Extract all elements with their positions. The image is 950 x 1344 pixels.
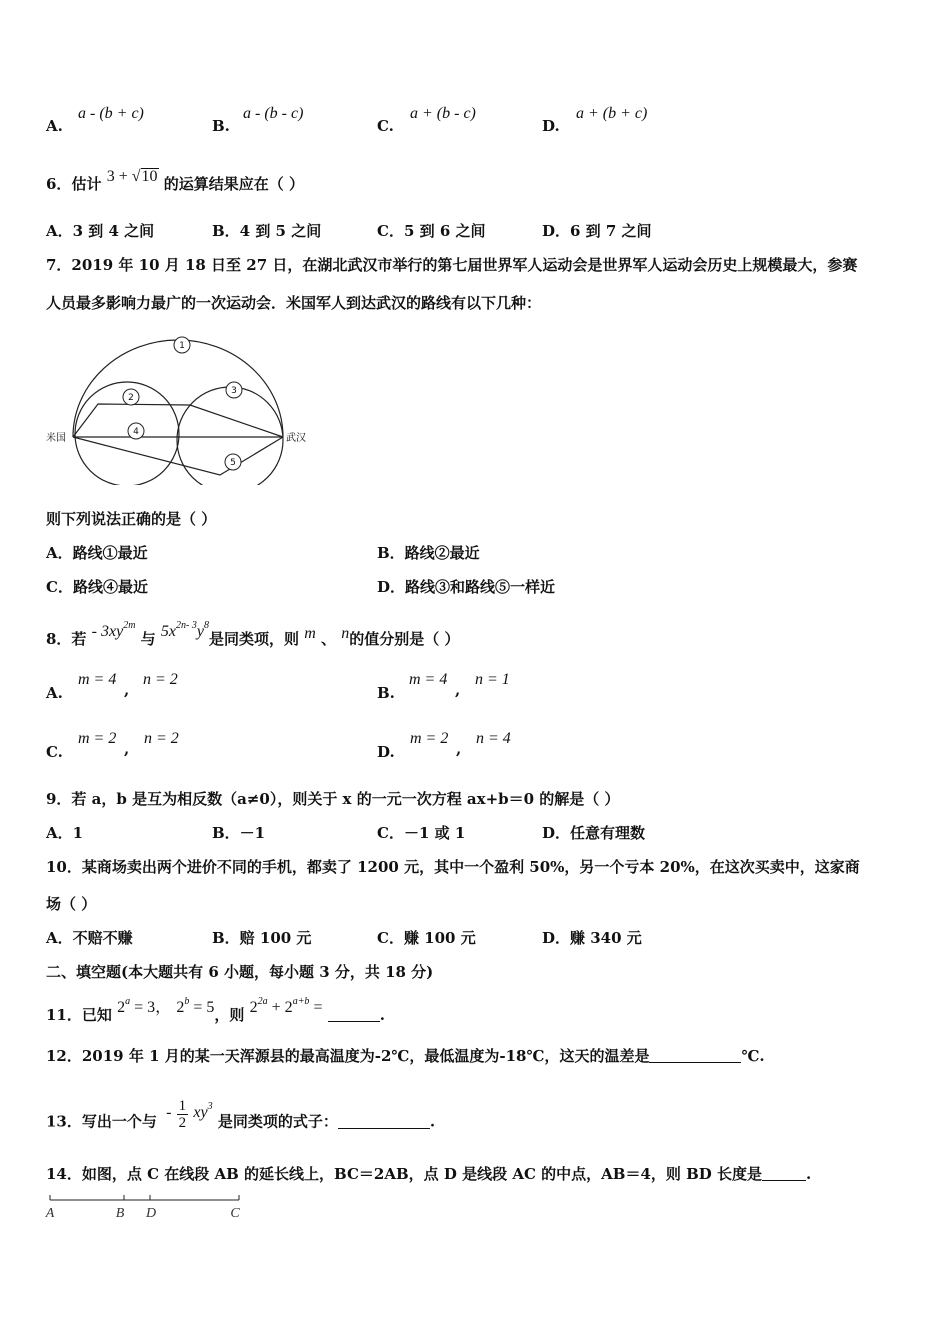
q6-expr-a: 3 + <box>106 168 128 185</box>
q11-e1-val: = 3， <box>130 999 172 1016</box>
q11-mid: ，则 <box>214 1006 245 1024</box>
q13-pre: 13．写出一个与 <box>46 1112 157 1131</box>
route-3-label: 3 <box>231 386 237 396</box>
q13-minus: - <box>166 1103 172 1121</box>
q10-option-d: D．赚 340 元 <box>542 929 642 947</box>
question-14 <box>46 1164 811 1184</box>
q10-option-c: C．赚 100 元 <box>377 929 476 947</box>
q13-term <box>193 1100 213 1121</box>
q11-e2-val: = 5 <box>189 999 215 1016</box>
question-12 <box>46 1046 765 1066</box>
route-1-label: 1 <box>179 341 185 351</box>
q8-option-c-letter: C. <box>46 743 63 761</box>
q5-option-c-expr: a + (b - c) <box>410 105 476 122</box>
q8-option-d-n: n = 4 <box>476 730 511 747</box>
q8-option-b-comma: , <box>455 681 461 699</box>
q11-expr1 <box>117 996 172 1016</box>
q10-option-a: A．不赔不赚 <box>46 929 133 947</box>
q8-number: 8．若 <box>46 630 87 648</box>
q11-expr2 <box>176 996 215 1016</box>
q9-text: 9．若 a，b 是互为相反数（a≠0），则关于 x 的一元一次方程 ax+b＝0 的解是（ ） <box>46 790 620 808</box>
q11-pre: 11．已知 <box>46 1006 112 1024</box>
q10-line1: 10．某商场卖出两个进价不同的手机，都卖了 1200 元，其中一个盈利 50%，另一个亏本 20%，在这次买卖中，这家商 <box>46 858 860 876</box>
q8-conj: 与 <box>140 630 156 648</box>
q6-expr: 3 + √10 <box>106 168 158 185</box>
q12-answer-blank[interactable] <box>649 1048 741 1063</box>
q5-option-a-expr: a - (b + c) <box>78 105 144 122</box>
q8-term2 <box>160 620 209 640</box>
q6-option-a: A．3 到 4 之间 <box>46 222 155 240</box>
q13-post: 是同类项的式子： <box>217 1112 338 1131</box>
q5-option-d-expr: a + (b + c) <box>576 105 648 122</box>
q6-number: 6． <box>46 175 72 193</box>
q8-term1-exp: 2m <box>123 620 136 631</box>
q12-unit: ℃. <box>741 1047 765 1065</box>
q11-e3-base: 2 <box>249 999 258 1016</box>
q8-option-a-comma: , <box>124 681 130 699</box>
q10-line2: 场（ ） <box>46 895 97 913</box>
question-6 <box>46 168 304 195</box>
q7-line2: 人员最多影响力最广的一次运动会．米国军人到达武汉的路线有以下几种： <box>46 294 542 312</box>
q5-option-d-letter: D. <box>542 117 560 135</box>
q8-term2-b: y <box>196 623 204 640</box>
q14-answer-blank[interactable] <box>762 1166 806 1181</box>
q11-e3-exp: 2a <box>257 996 268 1007</box>
q13-fraction <box>177 1098 189 1131</box>
q7-prompt: 则下列说法正确的是（ ） <box>46 510 217 528</box>
q8-option-c-n: n = 2 <box>144 730 179 747</box>
q8-var-n: n <box>341 625 350 642</box>
q6-option-c: C．5 到 6 之间 <box>377 222 486 240</box>
q11-e2-exp: b <box>184 996 190 1007</box>
q8-option-a-n: n = 2 <box>143 671 178 688</box>
start-label: 米国 <box>46 433 66 444</box>
q6-option-b: B．4 到 5 之间 <box>212 222 322 240</box>
q8-term2-exp1: 2n- 3 <box>176 620 197 631</box>
segment-diagram <box>40 1190 250 1222</box>
q8-option-a-letter: A. <box>46 684 63 702</box>
point-a-label: A <box>45 1206 55 1221</box>
q7-option-a: A．路线①最近 <box>46 544 148 562</box>
route-5-label: 5 <box>230 458 236 468</box>
q8-mid: 是同类项，则 <box>208 630 299 648</box>
q6-radicand: 10 <box>141 168 158 185</box>
q9-option-b: B．－1 <box>212 824 266 842</box>
q11-e1-exp: a <box>125 996 131 1007</box>
q14-end: . <box>806 1165 812 1183</box>
route-diagram <box>40 330 320 485</box>
q13-end: . <box>429 1112 436 1131</box>
section-2-title: 二、填空题(本大题共有 6 小题，每小题 3 分，共 18 分) <box>46 963 434 981</box>
q8-option-d-letter: D. <box>377 743 395 761</box>
question-8 <box>46 620 460 650</box>
q5-option-b-letter: B. <box>212 117 230 135</box>
q8-option-b-letter: B. <box>377 684 395 702</box>
q9-option-c: C．－1 或 1 <box>377 824 466 842</box>
q11-e1-base: 2 <box>117 999 126 1016</box>
q9-option-d: D．任意有理数 <box>542 824 646 842</box>
q8-var-m: m <box>304 625 316 642</box>
q5-option-b-expr: a - (b - c) <box>243 105 304 122</box>
q7-option-d: D．路线③和路线⑤一样近 <box>377 578 556 596</box>
q8-option-b-m: m = 4 <box>409 671 448 688</box>
point-c-label: C <box>230 1206 240 1221</box>
q8-sep: 、 <box>321 630 337 648</box>
route-2-label: 2 <box>128 393 134 403</box>
q8-option-d-m: m = 2 <box>410 730 449 747</box>
q11-expr3 <box>249 996 323 1016</box>
q8-post: 的值分别是（ ） <box>349 630 460 648</box>
q8-option-a-m: m = 4 <box>78 671 117 688</box>
q5-option-c-letter: C. <box>377 117 394 135</box>
q8-term2-a: 5x <box>160 623 177 640</box>
q8-term2-exp2: 8 <box>203 620 209 631</box>
q11-e2-base: 2 <box>176 999 185 1016</box>
q8-term1 <box>91 620 136 640</box>
q13-den: 2 <box>178 1115 187 1131</box>
q8-option-c-m: m = 2 <box>78 730 117 747</box>
q7-line1: 7．2019 年 10 月 18 日至 27 日，在湖北武汉市举行的第七届世界军人运动会是世界军人运动会历史上规模最大，参赛 <box>46 256 858 274</box>
question-11 <box>46 996 385 1026</box>
q6-option-d: D．6 到 7 之间 <box>542 222 652 240</box>
q10-option-b: B．赔 100 元 <box>212 929 312 947</box>
q14-text: 14．如图，点 C 在线段 AB 的延长线上，BC＝2AB，点 D 是线段 AC 的中点，AB＝4，则 BD 长度是 <box>46 1165 763 1183</box>
q8-option-d-comma: , <box>456 740 462 758</box>
end-label: 武汉 <box>286 433 306 444</box>
question-13 <box>46 1098 436 1139</box>
q8-option-c-comma: , <box>124 740 130 758</box>
right-circle <box>177 387 283 485</box>
q11-plus: + 2 <box>267 999 293 1016</box>
route-4-label: 4 <box>133 427 139 437</box>
q8-term1-base: - 3xy <box>91 623 124 640</box>
q11-e4-exp: a+b <box>292 996 310 1007</box>
q11-eq: = <box>309 999 323 1016</box>
q5-option-a-letter: A. <box>46 117 63 135</box>
q7-option-c: C．路线④最近 <box>46 578 148 596</box>
q11-answer-blank[interactable] <box>328 1007 380 1022</box>
q13-exp: 3 <box>207 1100 213 1112</box>
point-d-label: D <box>145 1206 157 1221</box>
point-b-label: B <box>115 1206 125 1221</box>
q13-var: xy <box>193 1103 208 1121</box>
q11-post: . <box>379 1006 385 1024</box>
q6-pre: 估计 <box>71 175 102 193</box>
q6-post: 的运算结果应在（ ） <box>163 175 304 193</box>
q13-num: 1 <box>178 1098 187 1114</box>
q12-text: 12．2019 年 1 月的某一天浑源县的最高温度为-2℃，最低温度为-18℃，这天的温差是 <box>46 1047 650 1065</box>
q8-option-b-n: n = 1 <box>475 671 510 688</box>
q9-option-a: A．1 <box>46 824 84 842</box>
q13-answer-blank[interactable] <box>338 1114 430 1129</box>
q7-option-b: B．路线②最近 <box>377 544 480 562</box>
